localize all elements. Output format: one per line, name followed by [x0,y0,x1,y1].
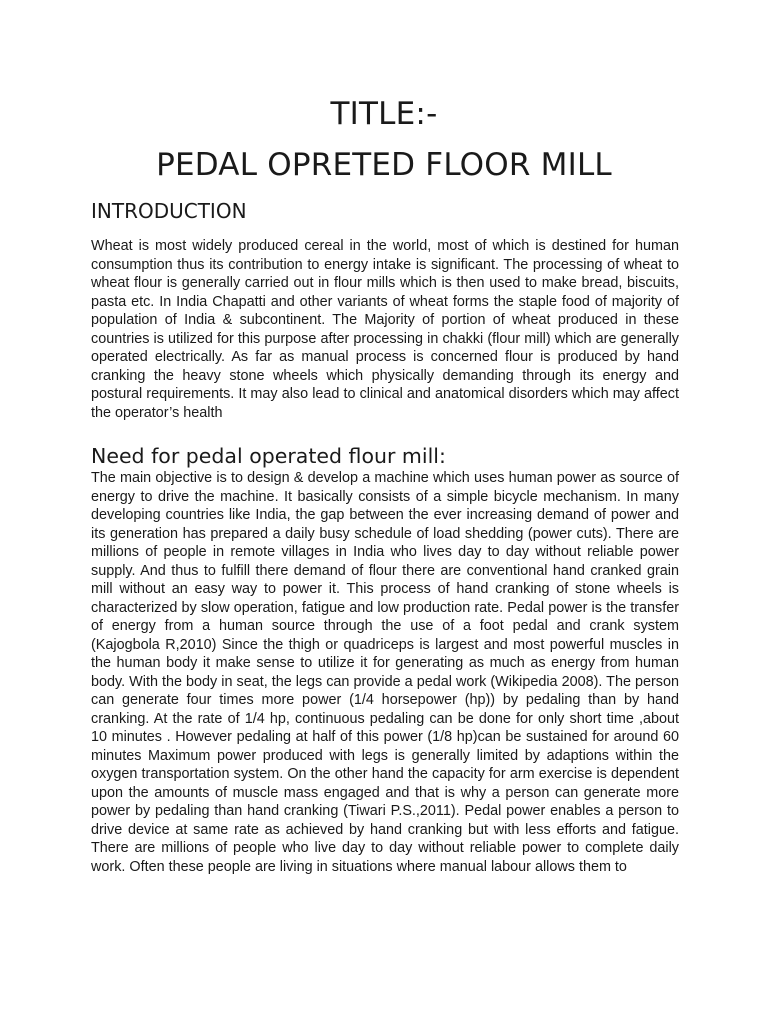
introduction-heading: INTRODUCTION [91,199,247,223]
document-title-label: TITLE:- [330,96,438,132]
need-section-heading: Need for pedal operated flour mill: [91,444,446,468]
need-section-paragraph: The main objective is to design & develop a machine which uses human power as source of energy to drive the machine. It basically consists of a simple bicycle mechanism. In many developing countries like India, the gap between the ever increasing demand of power and its generation has prepared a daily busy schedule of load shedding (power cuts). There are millions of people in remote villages in India who lives day to day without reliable power supply. And thus to fulfill there demand of flour there are conventional hand cranked grain mill without an easy way to power it. This process of hand cranking of stone wheels is characterized by slow operation, fatigue and low production rate. Pedal power is the transfer of energy from a human source through the use of a foot pedal and crank system (Kajogbola R,2010) Since the thigh or quadriceps is largest and most powerful muscles in the human body it make sense to utilize it for generating as much as energy from human body. With the body in seat, the legs can provide a pedal work (Wikipedia 2008). The person can generate four times more power (1/4 horsepower (hp)) by pedaling than by hand cranking. At the rate of 1/4 hp, continuous pedaling can be done for only short time ,about 10 minutes . However pedaling at half of this power (1/8 hp)can be sustained for around 60 minutes Maximum power produced with legs is generally limited by adaptions within the oxygen transportation system. On the other hand the capacity for arm exercise is dependent upon the amounts of muscle mass engaged and that is why a person can generate more power by pedaling than hand cranking (Tiwari P.S.,2011). Pedal power enables a person to drive device at same rate as achieved by hand cranking but with less efforts and fatigue. There are millions of people who live day to day without reliable power to complete daily work. Often these people are living in situations where manual labour allows them to [91,470,679,875]
document-title: PEDAL OPRETED FLOOR MILL [156,147,612,183]
introduction-paragraph: Wheat is most widely produced cereal in the world, most of which is destined for human consumption thus its contribution to energy intake is significant. The processing of wheat to wheat flour is generally carried out in flour mills which is then used to make bread, biscuits, pasta etc. In India Chapatti and other variants of wheat forms the staple food of majority of population of India & subcontinent. The Majority of portion of wheat produced in these countries is utilized for this purpose after processing in chakki (flour mill) which are generally operated electrically. As far as manual process is concerned flour is produced by hand cranking the heavy stone wheels which physically demanding through its energy and postural requirements. It may also lead to clinical and anatomical disorders which may affect the operator’s health [91,238,679,421]
